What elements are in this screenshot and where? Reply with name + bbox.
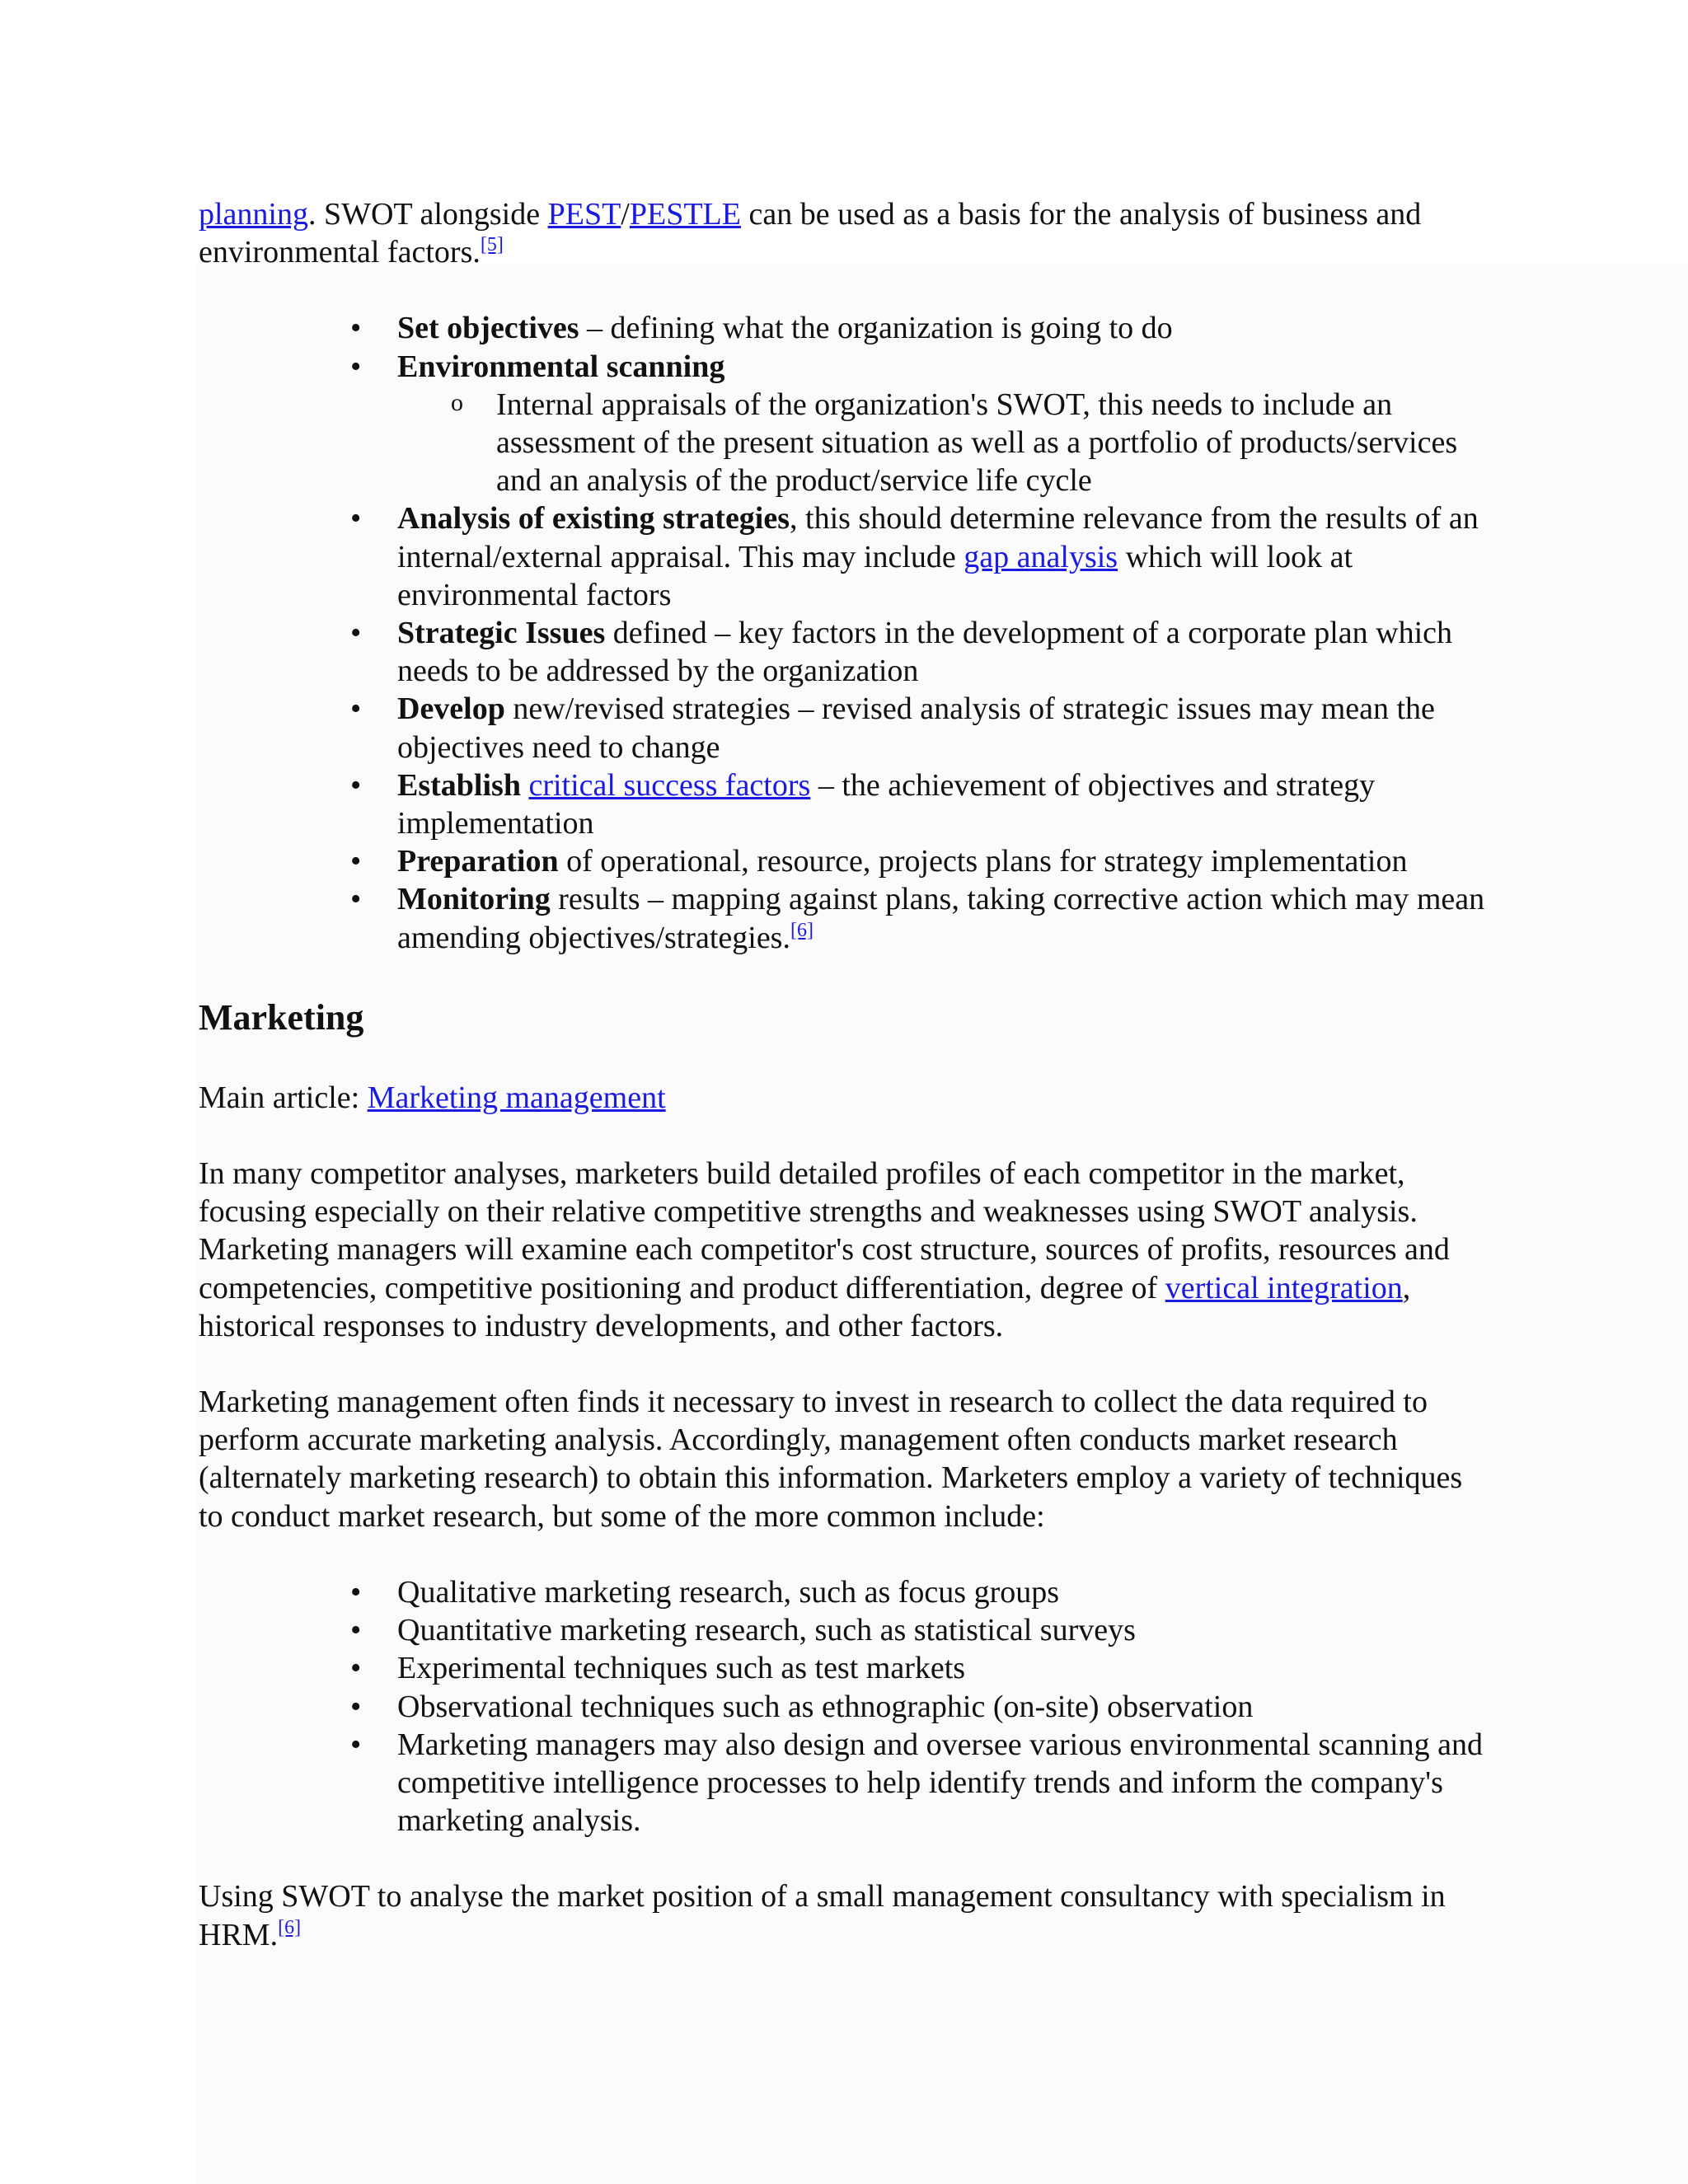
- main-article-label: Main article:: [199, 1080, 368, 1115]
- citation-ref: [481, 234, 504, 255]
- step-title: Strategic Issues: [397, 616, 606, 651]
- closing-paragraph: [199, 1877, 1493, 1953]
- intro-slash: /: [621, 197, 630, 232]
- sub-list-item: [496, 386, 1493, 500]
- step-text: of operational, resource, projects plans for strategy implementation: [558, 844, 1408, 879]
- step-title: Environmental scanning: [397, 349, 725, 384]
- link-pest[interactable]: PEST: [547, 197, 621, 232]
- step-text: new/revised strategies – revised analysis of strategic issues may mean the objectives need to change: [397, 691, 1435, 765]
- paragraph-text-after: , historical responses to industry developments, and other factors.: [199, 1270, 1411, 1343]
- marketing-paragraph-1: [199, 1155, 1493, 1345]
- step-title: Monitoring: [397, 882, 551, 917]
- intro-paragraph: [199, 195, 1493, 271]
- list-item: • Observational techniques such as ethnographic (on-site) observation: [397, 1688, 1493, 1726]
- step-title: Establish: [397, 767, 521, 803]
- intro-text-1: . SWOT alongside: [307, 197, 548, 232]
- sub-item-text: Internal appraisals of the organization's SWOT, this needs to include an assessment of the present situation as well as a portfolio of products/services and an analysis of the product/service life cycle: [496, 387, 1458, 499]
- link-vertical-integration[interactable]: vertical integration: [1165, 1270, 1403, 1305]
- paragraph-text: In many competitor analyses, marketers build detailed profiles of each competitor in the market, focusing especially on their relative competitive strengths and weaknesses using SWOT analysis. Marketing managers will examine each competitor's cost structure, sources of profits, resources and competencies, competitive positioning and product differentiation, degree of: [199, 1156, 1450, 1305]
- citation-link-5[interactable]: [5]: [480, 234, 504, 256]
- list-item: [397, 614, 1493, 690]
- step-title: Set objectives: [397, 311, 579, 346]
- list-item: [397, 690, 1493, 766]
- list-item: [397, 766, 1493, 842]
- link-gap-analysis[interactable]: gap analysis: [964, 539, 1118, 574]
- step-text-after: which will look at environmental factors: [397, 539, 1353, 612]
- step-title: Analysis of existing strategies: [397, 501, 790, 537]
- step-text: , this should determine relevance from the results of an internal/external appraisal. This may include: [397, 501, 1479, 574]
- citation-link-6[interactable]: [6]: [278, 1916, 302, 1938]
- link-marketing-management[interactable]: Marketing management: [367, 1080, 666, 1115]
- list-item: • Quantitative marketing research, such as statistical surveys: [397, 1611, 1493, 1649]
- citation-ref: [790, 920, 814, 941]
- step-title: Develop: [397, 691, 505, 727]
- link-critical-success-factors[interactable]: critical success factors: [528, 767, 811, 803]
- list-item: • Qualitative marketing research, such as focus groups: [397, 1573, 1493, 1611]
- section-heading-marketing: Marketing: [199, 996, 364, 1038]
- step-text: results – mapping against plans, taking corrective action which may mean amending objectives/strategies.: [397, 882, 1485, 955]
- list-item: [397, 348, 1493, 500]
- closing-text: Using SWOT to analyse the market position of a small management consultancy with specialism in HRM.: [199, 1879, 1446, 1952]
- list-item: [397, 309, 1493, 347]
- main-article-note: [199, 1079, 1493, 1117]
- planning-steps-list: [199, 309, 1493, 956]
- step-title: Preparation: [397, 844, 559, 879]
- link-planning[interactable]: planning: [199, 197, 308, 232]
- list-item: • Experimental techniques such as test markets: [397, 1649, 1493, 1687]
- list-item: [397, 499, 1493, 614]
- article-content: [199, 195, 1493, 1992]
- list-item: • Marketing managers may also design and oversee various environmental scanning and competitive intelligence processes to help identify trends and inform the company's marketing analysis.: [397, 1726, 1493, 1840]
- step-text: defined – key factors in the development of a corporate plan which needs to be addressed by the organization: [397, 616, 1452, 689]
- step-text: – defining what the organization is going to do: [579, 311, 1173, 346]
- list-item: [397, 880, 1493, 956]
- citation-link-6[interactable]: [6]: [790, 919, 814, 941]
- citation-ref: [278, 1917, 301, 1938]
- research-techniques-list: [199, 1573, 1493, 1840]
- step-text-after: – the achievement of objectives and strategy implementation: [397, 767, 1376, 841]
- list-item: [397, 842, 1493, 880]
- sub-list: [397, 386, 1493, 500]
- marketing-paragraph-2: Marketing management often finds it necessary to invest in research to collect the data required to perform accurate marketing analysis. Accordingly, management often conducts market research (alternately marketing research) to obtain this information. Marketers employ a variety of techniques to conduct market research, but some of the more common include:: [199, 1385, 1463, 1534]
- link-pestle[interactable]: PESTLE: [629, 197, 741, 232]
- intro-text-2: can be used as a basis for the analysis of business and environmental factors.: [199, 197, 1422, 270]
